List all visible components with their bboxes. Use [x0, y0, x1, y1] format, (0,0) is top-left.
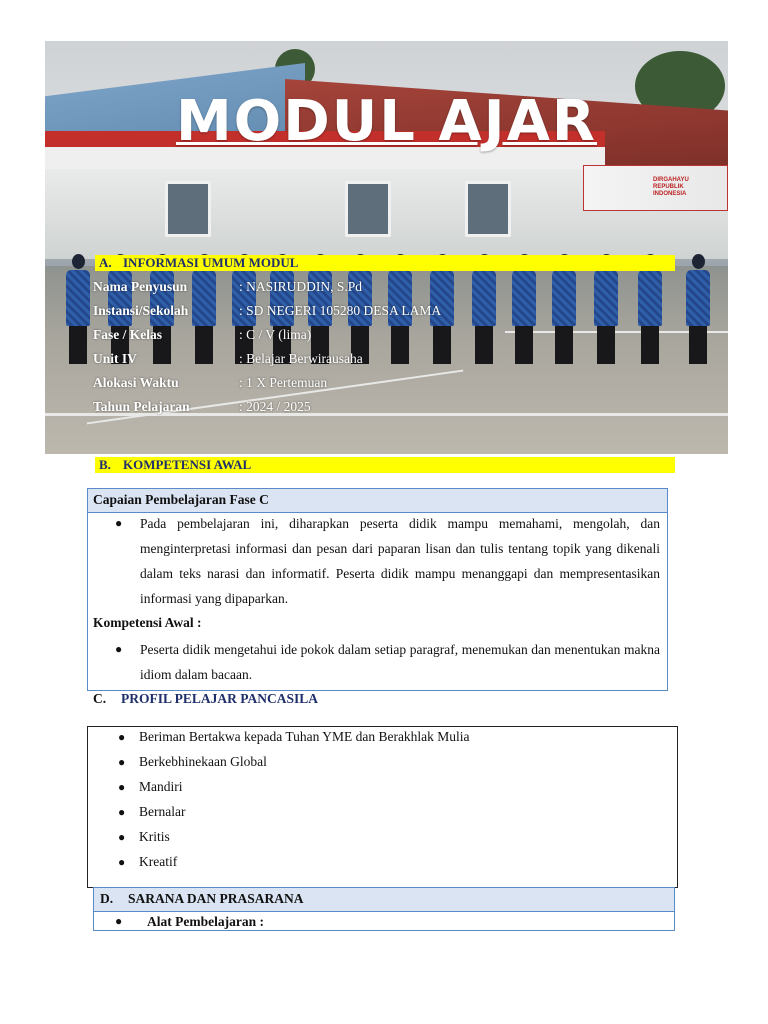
photo-person [65, 254, 91, 364]
info-row-phase [93, 326, 653, 350]
bullet-icon: ● [118, 830, 126, 844]
list-item-text: Berkebhinekaan Global [139, 754, 267, 769]
profile-box [87, 726, 678, 888]
list-item [118, 803, 470, 828]
photo-billboard-text: DIRGAHAYU REPUBLIK INDONESIA [653, 177, 689, 197]
capaian-title: Capaian Pembelajaran Fase C [88, 489, 667, 513]
info-row-time [93, 374, 653, 398]
info-value: : SD NEGERI 105280 DESA LAMA [239, 303, 442, 318]
info-label: Alokasi Waktu [93, 375, 179, 390]
list-item [118, 728, 470, 753]
facilities-subitem-text: Alat Pembelajaran : [147, 914, 264, 929]
info-row-author [93, 278, 653, 302]
info-label: Tahun Pelajaran [93, 399, 190, 414]
bullet-icon: ● [115, 642, 123, 656]
info-value: : Belajar Berwirausaha [239, 351, 363, 366]
bullet-icon: ● [115, 914, 123, 928]
list-item [118, 853, 470, 878]
section-c-number: C. [93, 691, 107, 706]
info-row-unit [93, 350, 653, 374]
info-label: Unit IV [93, 351, 137, 366]
info-row-year [93, 398, 653, 422]
capaian-text: Pada pembelajaran ini, diharapkan peserta didik mampu memahami, mengolah, dan menginterpretasi informasi dan pesan dari paparan lisan dan tulis tentang topik yang dikenali dalam teks narasi dan informatif. Peserta didik mampu menanggapi dan mempresentasikan informasi yang dipaparkan. [140, 516, 660, 606]
list-item [118, 753, 470, 778]
section-c-title: PROFIL PELAJAR PANCASILA [121, 691, 319, 706]
list-item-text: Mandiri [139, 779, 183, 794]
bullet-icon: ● [118, 805, 126, 819]
photo-window [345, 181, 391, 237]
info-value: : NASIRUDDIN, S.Pd [239, 279, 363, 294]
info-row-school [93, 302, 653, 326]
section-d-number: D. [100, 891, 114, 906]
section-c-heading [93, 691, 318, 707]
section-b-title: KOMPETENSI AWAL [123, 457, 252, 472]
bullet-icon: ● [118, 855, 126, 869]
list-item-text: Beriman Bertakwa kepada Tuhan YME dan Berakhlak Mulia [139, 729, 470, 744]
list-item-text: Kreatif [139, 854, 178, 869]
section-a-title: INFORMASI UMUM MODUL [123, 255, 299, 270]
section-b-number: B. [99, 457, 111, 472]
general-info-table [93, 278, 653, 422]
info-value: : 2024 / 2025 [239, 399, 311, 414]
info-label: Instansi/Sekolah [93, 303, 189, 318]
info-label: Fase / Kelas [93, 327, 162, 342]
kompetensi-text: Peserta didik mengetahui ide pokok dalam setiap paragraf, menemukan dan menentukan makna idiom dalam bacaan. [140, 642, 660, 682]
section-a-heading [95, 255, 675, 271]
info-value: : C / V (lima) [239, 327, 312, 342]
bullet-icon: ● [118, 730, 126, 744]
section-d-heading [94, 888, 674, 912]
list-item [118, 828, 470, 853]
info-value: : 1 X Pertemuan [239, 375, 328, 390]
profile-list [118, 728, 470, 878]
competency-box [87, 488, 668, 691]
bullet-icon: ● [118, 755, 126, 769]
section-a-number: A. [99, 255, 112, 270]
bullet-icon: ● [115, 516, 123, 530]
facilities-subitem [115, 913, 264, 930]
kompetensi-title: Kompetensi Awal : [93, 615, 202, 630]
photo-window [165, 181, 211, 237]
photo-window [465, 181, 511, 237]
list-item [118, 778, 470, 803]
section-d-title: SARANA DAN PRASARANA [128, 891, 304, 906]
list-item-text: Kritis [139, 829, 170, 844]
bullet-icon: ● [118, 780, 126, 794]
info-label: Nama Penyusun [93, 279, 188, 294]
facilities-box [93, 887, 675, 931]
photo-person [685, 254, 711, 364]
document-title: MODUL AJAR [175, 89, 598, 154]
section-b-heading [95, 457, 675, 473]
list-item-text: Bernalar [139, 804, 186, 819]
